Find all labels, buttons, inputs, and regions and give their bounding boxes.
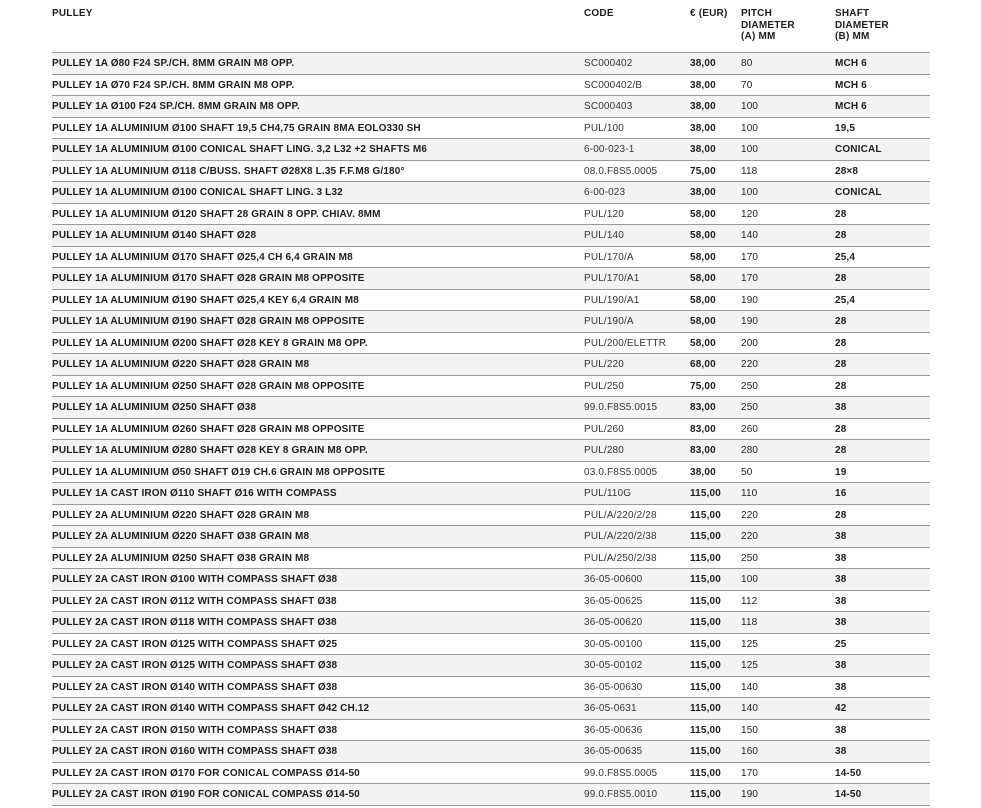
- pitch-diameter: 140: [741, 230, 759, 241]
- shaft-diameter: 28: [835, 380, 847, 392]
- product-code: PUL/140: [584, 230, 624, 241]
- price-eur: 58,00: [690, 316, 716, 327]
- pitch-diameter: 250: [741, 380, 759, 392]
- table-row: [52, 139, 930, 161]
- product-code: PUL/120: [584, 208, 624, 220]
- table-row: [52, 591, 930, 613]
- pulley-name: PULLEY 1A ALUMINIUM Ø100 SHAFT 19,5 CH4,75 GRAIN 8MA EOLO330 SH: [52, 122, 421, 134]
- price-eur: 58,00: [690, 273, 716, 284]
- price-eur: 58,00: [690, 230, 716, 241]
- shaft-diameter: 38: [835, 724, 847, 736]
- price-eur: 68,00: [690, 359, 716, 370]
- product-code: PUL/100: [584, 122, 624, 134]
- header-shaft-diameter: SHAFT DIAMETER (B) MM: [835, 8, 889, 42]
- product-code: PUL/280: [584, 445, 624, 456]
- product-code: 6-00-023: [584, 187, 626, 198]
- table-row: [52, 161, 930, 183]
- table-row: [52, 311, 930, 333]
- shaft-diameter: 14-50: [835, 789, 862, 800]
- pulley-name: PULLEY 2A CAST IRON Ø170 FOR CONICAL COMPASS Ø14-50: [52, 767, 360, 779]
- pulley-name: PULLEY 2A CAST IRON Ø160 WITH COMPASS SHAFT Ø38: [52, 746, 338, 757]
- price-eur: 115,00: [690, 660, 721, 671]
- product-code: 99.0.F8S5.0015: [584, 402, 658, 413]
- pitch-diameter: 140: [741, 681, 759, 693]
- pulley-name: PULLEY 2A ALUMINIUM Ø220 SHAFT Ø28 GRAIN M8: [52, 509, 310, 521]
- shaft-diameter: 38: [835, 552, 847, 564]
- product-code: PUL/260: [584, 423, 624, 435]
- price-eur: 75,00: [690, 380, 716, 392]
- product-code: 30-05-00102: [584, 660, 643, 671]
- shaft-diameter: CONICAL: [835, 144, 882, 155]
- table-row: [52, 526, 930, 548]
- pulley-name: PULLEY 1A ALUMINIUM Ø190 SHAFT Ø28 GRAIN M8 OPPOSITE: [52, 316, 365, 327]
- shaft-diameter: 38: [835, 617, 847, 628]
- product-code: PUL/A/250/2/38: [584, 552, 657, 564]
- pulley-name: PULLEY 1A ALUMINIUM Ø250 SHAFT Ø28 GRAIN M8 OPPOSITE: [52, 380, 365, 392]
- pulley-name: PULLEY 1A ALUMINIUM Ø118 C/BUSS. SHAFT Ø28X8 L.35 F.F.M8 G/180°: [52, 165, 405, 177]
- table-row: [52, 698, 930, 720]
- pitch-diameter: 260: [741, 423, 759, 435]
- price-eur: 58,00: [690, 337, 716, 349]
- price-eur: 58,00: [690, 208, 716, 220]
- product-code: SC000402: [584, 58, 633, 69]
- pulley-name: PULLEY 1A ALUMINIUM Ø140 SHAFT Ø28: [52, 230, 257, 241]
- table-row: [52, 612, 930, 634]
- pulley-name: PULLEY 1A ALUMINIUM Ø170 SHAFT Ø25,4 CH 6,4 GRAIN M8: [52, 251, 353, 263]
- pitch-diameter: 50: [741, 466, 753, 478]
- pulley-name: PULLEY 1A ALUMINIUM Ø50 SHAFT Ø19 CH.6 GRAIN M8 OPPOSITE: [52, 466, 386, 478]
- pitch-diameter: 190: [741, 316, 759, 327]
- price-eur: 38,00: [690, 466, 716, 478]
- shaft-diameter: 28: [835, 359, 847, 370]
- table-row: [52, 763, 930, 785]
- price-eur: 83,00: [690, 445, 716, 456]
- pitch-diameter: 100: [741, 122, 759, 134]
- pitch-diameter: 112: [741, 595, 758, 607]
- header-pitch-diameter: PITCH DIAMETER (A) MM: [741, 8, 795, 42]
- pitch-diameter: 200: [741, 337, 759, 349]
- shaft-diameter: 14-50: [835, 767, 862, 779]
- pulley-name: PULLEY 1A Ø80 F24 SP./CH. 8MM GRAIN M8 OPP.: [52, 58, 295, 69]
- shaft-diameter: MCH 6: [835, 101, 867, 112]
- shaft-diameter: 28: [835, 423, 847, 435]
- pitch-diameter: 120: [741, 208, 759, 220]
- pulley-name: PULLEY 1A CAST IRON Ø110 SHAFT Ø16 WITH COMPASS: [52, 488, 337, 499]
- pitch-diameter: 100: [741, 574, 759, 585]
- product-code: PUL/110G: [584, 488, 632, 499]
- pitch-diameter: 125: [741, 638, 759, 650]
- table-row: [52, 741, 930, 763]
- price-eur: 115,00: [690, 509, 721, 521]
- pitch-diameter: 170: [741, 767, 759, 779]
- pulley-name: PULLEY 2A CAST IRON Ø125 WITH COMPASS SHAFT Ø25: [52, 638, 338, 650]
- pulley-name: PULLEY 1A ALUMINIUM Ø200 SHAFT Ø28 KEY 8 GRAIN M8 OPP.: [52, 337, 368, 349]
- table-row: [52, 440, 930, 462]
- shaft-diameter: 28: [835, 445, 847, 456]
- table-header: [52, 0, 930, 53]
- price-eur: 115,00: [690, 617, 721, 628]
- pulley-name: PULLEY 1A ALUMINIUM Ø190 SHAFT Ø25,4 KEY 6,4 GRAIN M8: [52, 294, 359, 306]
- price-eur: 83,00: [690, 423, 716, 435]
- product-code: 36-05-00600: [584, 574, 643, 585]
- pulley-name: PULLEY 2A CAST IRON Ø140 WITH COMPASS SHAFT Ø38: [52, 681, 338, 693]
- pulley-name: PULLEY 1A ALUMINIUM Ø100 CONICAL SHAFT LING. 3,2 L32 +2 SHAFTS M6: [52, 144, 428, 155]
- table-row: [52, 483, 930, 505]
- product-code: PUL/250: [584, 380, 624, 392]
- price-eur: 75,00: [690, 165, 716, 177]
- product-code: 03.0.F8S5.0005: [584, 466, 658, 478]
- shaft-diameter: 38: [835, 660, 847, 671]
- shaft-diameter: MCH 6: [835, 58, 867, 69]
- pulley-name: PULLEY 1A Ø100 F24 SP./CH. 8MM GRAIN M8 OPP.: [52, 101, 300, 112]
- price-eur: 115,00: [690, 767, 721, 779]
- shaft-diameter: 16: [835, 488, 847, 499]
- shaft-diameter: 38: [835, 531, 847, 542]
- pitch-diameter: 220: [741, 509, 759, 521]
- pulley-name: PULLEY 2A CAST IRON Ø125 WITH COMPASS SHAFT Ø38: [52, 660, 338, 671]
- pulley-name: PULLEY 1A ALUMINIUM Ø120 SHAFT 28 GRAIN 8 OPP. CHIAV. 8MM: [52, 208, 381, 220]
- pulley-name: PULLEY 2A CAST IRON Ø150 WITH COMPASS SHAFT Ø38: [52, 724, 338, 736]
- header-pulley: PULLEY: [52, 8, 93, 19]
- table-row: [52, 247, 930, 269]
- table-row: [52, 784, 930, 806]
- table-row: [52, 268, 930, 290]
- shaft-diameter: 25,4: [835, 294, 856, 306]
- product-code: 36-05-00636: [584, 724, 643, 736]
- product-code: SC000402/B: [584, 79, 643, 91]
- shaft-diameter: CONICAL: [835, 187, 882, 198]
- table-row: [52, 96, 930, 118]
- pulley-name: PULLEY 2A CAST IRON Ø100 WITH COMPASS SHAFT Ø38: [52, 574, 338, 585]
- table-row: [52, 333, 930, 355]
- pulley-name: PULLEY 1A ALUMINIUM Ø100 CONICAL SHAFT LING. 3 L32: [52, 187, 343, 198]
- price-eur: 115,00: [690, 681, 721, 693]
- table-row: [52, 720, 930, 742]
- table-row: [52, 225, 930, 247]
- pitch-diameter: 110: [741, 488, 758, 499]
- table-row: [52, 75, 930, 97]
- shaft-diameter: 38: [835, 746, 847, 757]
- table-row: [52, 548, 930, 570]
- price-eur: 115,00: [690, 531, 721, 542]
- product-code: 36-05-00625: [584, 595, 643, 607]
- price-eur: 115,00: [690, 746, 721, 757]
- table-row: [52, 634, 930, 656]
- price-eur: 58,00: [690, 294, 716, 306]
- price-eur: 115,00: [690, 574, 721, 585]
- pitch-diameter: 100: [741, 187, 759, 198]
- pulley-price-table: [52, 0, 930, 806]
- shaft-diameter: 28: [835, 337, 847, 349]
- table-row: [52, 677, 930, 699]
- header-code: CODE: [584, 8, 614, 19]
- pulley-name: PULLEY 1A ALUMINIUM Ø250 SHAFT Ø38: [52, 402, 257, 413]
- product-code: PUL/190/A1: [584, 294, 640, 306]
- pulley-name: PULLEY 2A ALUMINIUM Ø220 SHAFT Ø38 GRAIN M8: [52, 531, 310, 542]
- table-row: [52, 655, 930, 677]
- shaft-diameter: 19: [835, 466, 847, 478]
- shaft-diameter: 38: [835, 574, 847, 585]
- product-code: PUL/170/A: [584, 251, 634, 263]
- pitch-diameter: 100: [741, 101, 759, 112]
- table-row: [52, 182, 930, 204]
- pitch-diameter: 250: [741, 402, 759, 413]
- shaft-diameter: 28: [835, 273, 847, 284]
- product-code: 99.0.F8S5.0010: [584, 789, 658, 800]
- pitch-diameter: 118: [741, 165, 758, 177]
- pitch-diameter: 190: [741, 789, 759, 800]
- pitch-diameter: 80: [741, 58, 753, 69]
- shaft-diameter: 38: [835, 681, 847, 693]
- pulley-name: PULLEY 1A ALUMINIUM Ø220 SHAFT Ø28 GRAIN M8: [52, 359, 310, 370]
- pitch-diameter: 125: [741, 660, 759, 671]
- product-code: PUL/A/220/2/38: [584, 531, 657, 542]
- product-code: 99.0.F8S5.0005: [584, 767, 658, 779]
- shaft-diameter: 38: [835, 402, 847, 413]
- price-eur: 38,00: [690, 58, 716, 69]
- pulley-name: PULLEY 1A ALUMINIUM Ø170 SHAFT Ø28 GRAIN M8 OPPOSITE: [52, 273, 365, 284]
- table-row: [52, 397, 930, 419]
- table-row: [52, 290, 930, 312]
- shaft-diameter: 28×8: [835, 165, 859, 177]
- shaft-diameter: 28: [835, 316, 847, 327]
- product-code: 08.0.F8S5.0005: [584, 165, 658, 177]
- table-row: [52, 419, 930, 441]
- shaft-diameter: 28: [835, 509, 847, 521]
- pitch-diameter: 70: [741, 79, 753, 91]
- price-eur: 38,00: [690, 79, 716, 91]
- product-code: 30-05-00100: [584, 638, 643, 650]
- shaft-diameter: 19,5: [835, 122, 856, 134]
- shaft-diameter: 25: [835, 638, 847, 650]
- pulley-name: PULLEY 2A CAST IRON Ø112 WITH COMPASS SHAFT Ø38: [52, 595, 337, 607]
- product-code: SC000403: [584, 101, 633, 112]
- pitch-diameter: 190: [741, 294, 759, 306]
- price-eur: 83,00: [690, 402, 716, 413]
- price-eur: 38,00: [690, 122, 716, 134]
- shaft-diameter: 38: [835, 595, 847, 607]
- pitch-diameter: 140: [741, 703, 759, 714]
- product-code: PUL/A/220/2/28: [584, 509, 657, 521]
- shaft-diameter: 42: [835, 703, 847, 714]
- pulley-name: PULLEY 2A CAST IRON Ø118 WITH COMPASS SHAFT Ø38: [52, 617, 337, 628]
- pitch-diameter: 170: [741, 251, 759, 263]
- pitch-diameter: 280: [741, 445, 759, 456]
- table-row: [52, 462, 930, 484]
- shaft-diameter: 28: [835, 208, 847, 220]
- price-eur: 115,00: [690, 552, 721, 564]
- table-row: [52, 204, 930, 226]
- product-code: PUL/220: [584, 359, 624, 370]
- pitch-diameter: 150: [741, 724, 759, 736]
- pulley-name: PULLEY 1A Ø70 F24 SP./CH. 8MM GRAIN M8 OPP.: [52, 79, 295, 91]
- product-code: 36-05-0631: [584, 703, 637, 714]
- table-row: [52, 118, 930, 140]
- product-code: PUL/200/ELETTR: [584, 337, 667, 349]
- header-price: € (EUR): [690, 8, 728, 19]
- pulley-name: PULLEY 2A CAST IRON Ø190 FOR CONICAL COMPASS Ø14-50: [52, 789, 360, 800]
- table-body: [52, 53, 930, 806]
- table-row: [52, 569, 930, 591]
- pitch-diameter: 220: [741, 359, 759, 370]
- price-eur: 38,00: [690, 101, 716, 112]
- table-row: [52, 354, 930, 376]
- product-code: 6-00-023-1: [584, 144, 635, 155]
- shaft-diameter: 25,4: [835, 251, 856, 263]
- price-eur: 115,00: [690, 595, 721, 607]
- product-code: 36-05-00630: [584, 681, 643, 693]
- pulley-name: PULLEY 1A ALUMINIUM Ø260 SHAFT Ø28 GRAIN M8 OPPOSITE: [52, 423, 365, 435]
- shaft-diameter: 28: [835, 230, 847, 241]
- price-eur: 38,00: [690, 144, 716, 155]
- pitch-diameter: 170: [741, 273, 759, 284]
- pulley-name: PULLEY 2A ALUMINIUM Ø250 SHAFT Ø38 GRAIN M8: [52, 552, 310, 564]
- pitch-diameter: 250: [741, 552, 759, 564]
- price-eur: 115,00: [690, 488, 721, 499]
- shaft-diameter: MCH 6: [835, 79, 867, 91]
- product-code: PUL/170/A1: [584, 273, 640, 284]
- pitch-diameter: 118: [741, 617, 758, 628]
- price-eur: 115,00: [690, 724, 721, 736]
- pitch-diameter: 100: [741, 144, 759, 155]
- pulley-name: PULLEY 1A ALUMINIUM Ø280 SHAFT Ø28 KEY 8 GRAIN M8 OPP.: [52, 445, 368, 456]
- pitch-diameter: 220: [741, 531, 759, 542]
- pulley-name: PULLEY 2A CAST IRON Ø140 WITH COMPASS SHAFT Ø42 CH.12: [52, 703, 370, 714]
- product-code: PUL/190/A: [584, 316, 634, 327]
- price-eur: 115,00: [690, 789, 721, 800]
- product-code: 36-05-00620: [584, 617, 643, 628]
- price-eur: 115,00: [690, 638, 721, 650]
- price-eur: 38,00: [690, 187, 716, 198]
- table-row: [52, 376, 930, 398]
- price-eur: 115,00: [690, 703, 721, 714]
- product-code: 36-05-00635: [584, 746, 643, 757]
- table-row: [52, 53, 930, 75]
- pitch-diameter: 160: [741, 746, 759, 757]
- table-row: [52, 505, 930, 527]
- price-eur: 58,00: [690, 251, 716, 263]
